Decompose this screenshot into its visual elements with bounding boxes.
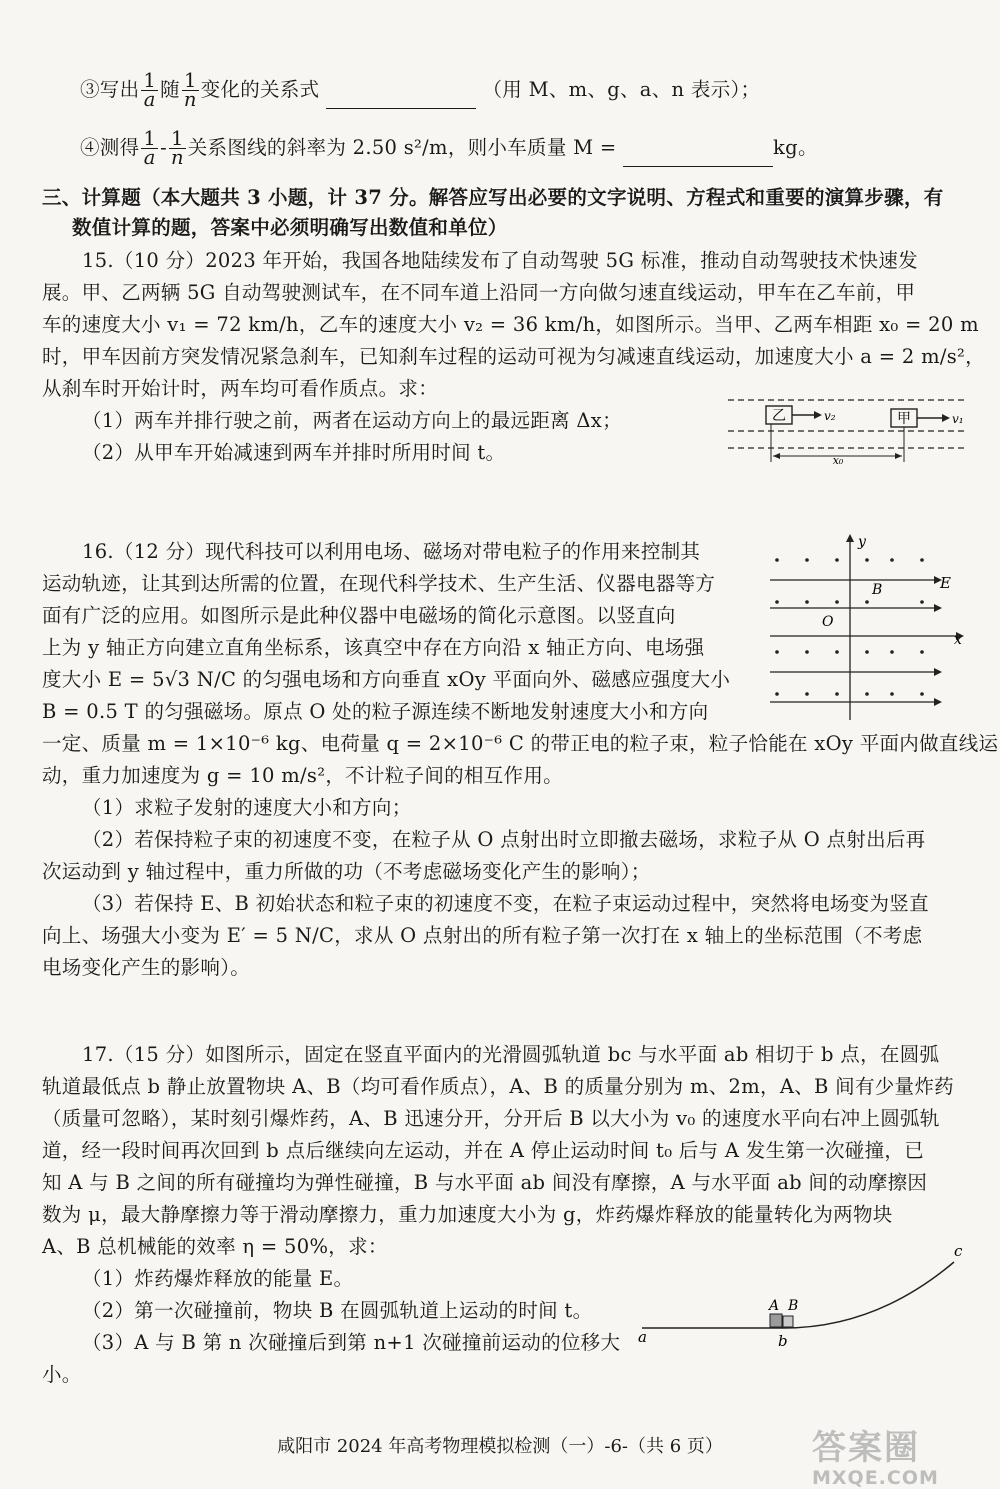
q16-question-1: （1）求粒子发射的速度大小和方向； <box>82 796 412 819</box>
q15-question-2: （2）从甲车开始减速到两车并排时所用时间 t。 <box>82 441 506 464</box>
q16-line: 面有广泛的应用。如图所示是此种仪器中电磁场的简化示意图。以竖直向 <box>42 604 676 627</box>
page-footer: 咸阳市 2024 年高考物理模拟检测（一）-6-（共 6 页） <box>277 1436 723 1457</box>
q15-question-1: （1）两车并排行驶之前，两者在运动方向上的最远距离 Δx； <box>82 409 622 432</box>
q17-question-2: （2）第一次碰撞前，物块 B 在圆弧轨道上运动的时间 t。 <box>82 1299 593 1322</box>
q17-track-diagram <box>636 1240 966 1360</box>
block-b-label: B <box>788 1298 799 1314</box>
q17-question-3: （3）A 与 B 第 n 次碰撞后到第 n+1 次碰撞前运动的位移大 <box>82 1331 621 1354</box>
q17-line: 数为 μ，最大静摩擦力等于滑动摩擦力，重力加速度大小为 g，炸药爆炸释放的能量转化为两物块 <box>42 1203 893 1226</box>
q17-line: 知 A 与 B 之间的所有碰撞均为弹性碰撞，B 与水平面 ab 间没有摩擦，A 与水平面 ab 间的动摩擦因 <box>42 1171 928 1194</box>
q17-line: A、B 总机械能的效率 η = 50%，求： <box>42 1235 388 1258</box>
block-b <box>783 1316 793 1327</box>
v1-label: v₁ <box>952 412 964 426</box>
q16-field-diagram <box>762 530 972 730</box>
q15-line: 从刹车时开始计时，两车均可看作质点。求： <box>42 377 439 400</box>
q16-line: 次运动到 y 轴过程中，重力所做的功（不考虑磁场变化产生的影响）； <box>42 860 651 883</box>
q14-item-4: ④测得 $\frac{1}{a}$ - $\frac{1}{n}$ 关系图线的斜率为 2.50 s²/m，则小车质量 M = kg。 <box>80 127 818 169</box>
answer-blank <box>326 86 476 109</box>
point-a-label: a <box>638 1328 647 1346</box>
b-field-label: B <box>872 582 883 598</box>
q16-line: B = 0.5 T 的匀强磁场。原点 O 处的粒子源连续不断地发射速度大小和方向 <box>42 700 709 723</box>
block-a-label: A <box>769 1298 780 1314</box>
q15-line: 展。甲、乙两辆 5G 自动驾驶测试车，在不同车道上沿同一方向做匀速直线运动，甲车在乙车前，甲 <box>42 281 916 304</box>
q14-item-3: ③写出 $\frac{1}{a}$ 随 $\frac{1}{n}$ 变化的关系式 （用 M、m、g、a、n 表示）； <box>80 69 761 111</box>
e-field-label: E <box>940 574 951 592</box>
arc-track <box>784 1262 954 1328</box>
car-b-label: 乙 <box>772 408 786 424</box>
q16-line: 上为 y 轴正方向建立直角坐标系，该真空中存在方向沿 x 轴正方向、电场强 <box>42 636 705 659</box>
q15-line: 时，甲车因前方突发情况紧急刹车，已知刹车过程的运动可视为匀减速直线运动，加速度大小 a = 2 m/s²， <box>42 345 985 368</box>
car-a-label: 甲 <box>897 411 911 427</box>
q16-line: 度大小 E = 5√3 N/C 的匀强电场和方向垂直 xOy 平面向外、磁感应强度大小 <box>42 668 731 691</box>
q15-line: 车的速度大小 v₁ = 72 km/h，乙车的速度大小 v₂ = 36 km/h，如图所示。当甲、乙两车相距 x₀ = 20 m <box>42 313 979 336</box>
electric-field-lines <box>770 580 934 702</box>
watermark <box>812 1420 939 1489</box>
q17-line: 小。 <box>42 1363 82 1386</box>
v2-label: v₂ <box>824 409 836 423</box>
q16-line: 电场变化产生的影响）。 <box>42 956 251 979</box>
answer-blank <box>623 144 773 167</box>
q16-question-3: （3）若保持 E、B 初始状态和粒子束的初速度不变，在粒子束运动过程中，突然将电场变为竖直 <box>82 892 929 915</box>
section-heading-cont: 数值计算的题，答案中必须明确写出数值和单位） <box>72 216 508 239</box>
q15-line: 15.（10 分）2023 年开始，我国各地陆续发布了自动驾驶 5G 标准，推动自动驾驶技术快速发 <box>82 249 918 272</box>
y-label: y <box>858 534 866 550</box>
x-label: x <box>954 632 962 648</box>
q16-line: 向上、场强大小变为 E′ = 5 N/C，求从 O 点射出的所有粒子第一次打在 x 轴上的坐标范围（不考虑 <box>42 924 923 947</box>
q16-line: 运动轨迹，让其到达所需的位置，在现代科学技术、生产生活、仪器电器等方 <box>42 572 716 595</box>
q17-line: 道，经一段时间再次回到 b 点后继续向左运动，并在 A 停止运动时间 t₀ 后与 A 发生第一次碰撞，已 <box>42 1139 924 1162</box>
x0-label: x₀ <box>832 454 844 464</box>
block-a <box>770 1314 782 1327</box>
origin-label: O <box>822 614 834 630</box>
section-heading: 三、计算题（本大题共 3 小题，计 37 分。解答应写出必要的文字说明、方程式和重要的演算步骤，有 <box>42 186 944 209</box>
q16-line: 16.（12 分）现代科技可以利用电场、磁场对带电粒子的作用来控制其 <box>82 540 701 563</box>
q15-car-diagram <box>728 398 973 464</box>
q17-line: 17.（15 分）如图所示，固定在竖直平面内的光滑圆弧轨道 bc 与水平面 ab 相切于 b 点，在圆弧 <box>82 1043 940 1066</box>
point-c-label: c <box>954 1242 963 1260</box>
watermark-bottom: MXQE.COM <box>812 1467 939 1489</box>
q17-line: （质量可忽略），某时刻引爆炸药，A、B 迅速分开，分开后 B 以大小为 v₀ 的速度水平向右冲上圆弧轨 <box>42 1107 940 1130</box>
point-b-label: b <box>778 1332 788 1350</box>
q16-question-2: （2）若保持粒子束的初速度不变，在粒子从 O 点射出时立即撤去磁场，求粒子从 O 点射出后再 <box>82 828 926 851</box>
q16-line: 一定、质量 m = 1×10⁻⁶ kg、电荷量 q = 2×10⁻⁶ C 的带正电的粒子束，粒子恰能在 xOy 平面内做直线运 <box>42 732 999 755</box>
watermark-top: 答案圈 <box>812 1428 920 1468</box>
q16-line: 动，重力加速度为 g = 10 m/s²，不计粒子间的相互作用。 <box>42 764 563 787</box>
q17-line: 轨道最低点 b 静止放置物块 A、B（均可看作质点），A、B 的质量分别为 m、2m，A、B 间有少量炸药 <box>42 1075 954 1098</box>
q17-question-1: （1）炸药爆炸释放的能量 E。 <box>82 1267 354 1290</box>
